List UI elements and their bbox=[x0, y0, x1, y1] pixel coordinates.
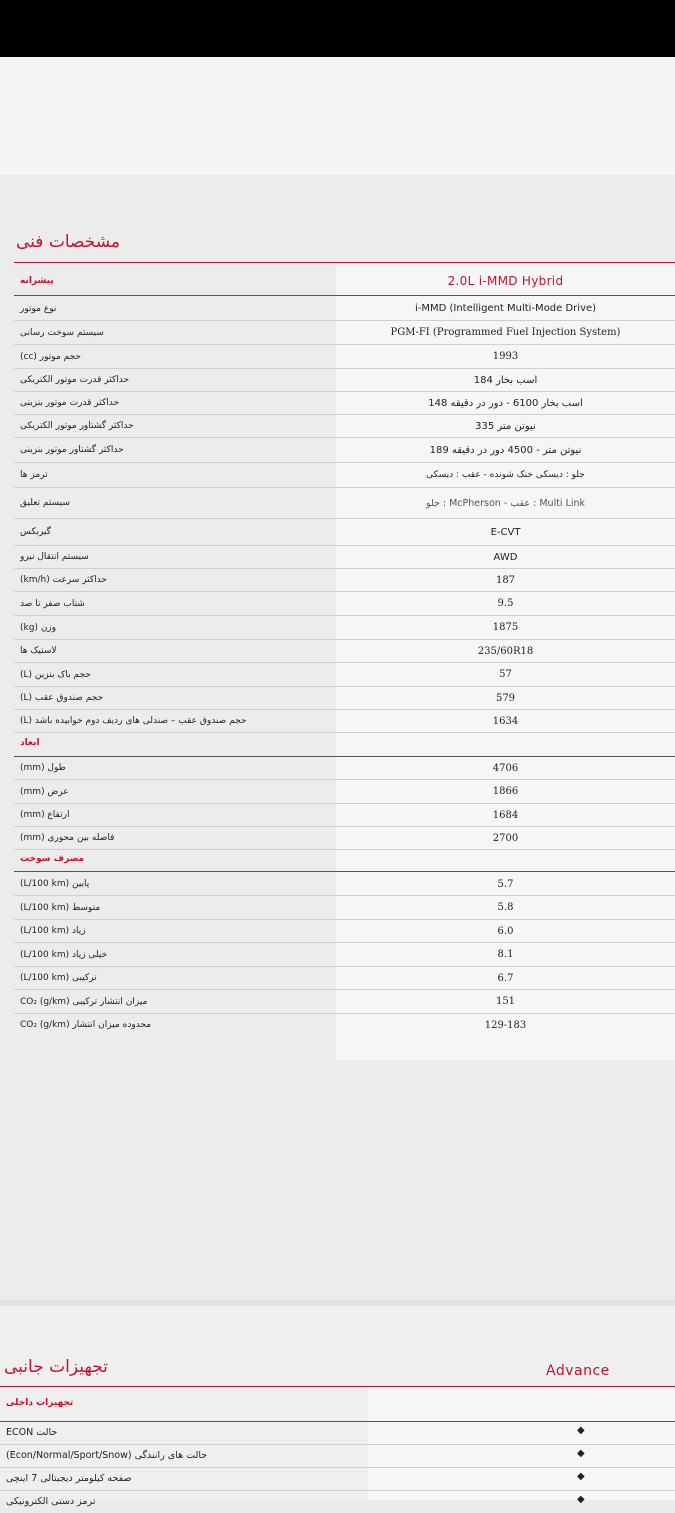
spec-row bbox=[14, 345, 675, 369]
spec-label: ارتفاع (mm) bbox=[20, 810, 70, 820]
spec-row bbox=[14, 438, 675, 463]
dimensions-group-header bbox=[14, 733, 675, 757]
spec-label: عرض (mm) bbox=[20, 786, 69, 797]
spec-row bbox=[14, 369, 675, 392]
spec-label: سیستم تعلیق bbox=[20, 498, 70, 508]
spec-value: 184 اسب بخار bbox=[473, 374, 538, 386]
spec-row bbox=[14, 415, 675, 438]
spec-label: طول (mm) bbox=[20, 763, 66, 773]
spec-label: پایین (L/100 km) bbox=[20, 879, 90, 889]
spec-value: 1684 bbox=[492, 809, 519, 821]
spec-value: PGM-FI (Programmed Fuel Injection System) bbox=[390, 327, 621, 338]
equipment-title: تجهیزات جانبی bbox=[4, 1357, 108, 1377]
title-underline bbox=[14, 262, 675, 263]
spec-value: جلو : McPherson - عقب : Multi Link bbox=[425, 497, 586, 509]
spec-row bbox=[14, 297, 675, 321]
spec-label: حداکثر گشتاور موتور بنزینی bbox=[20, 445, 124, 455]
engine-header-value: 2.0L i-MMD Hybrid bbox=[447, 274, 564, 288]
spec-value: 1993 bbox=[492, 351, 519, 362]
spec-row bbox=[14, 920, 675, 943]
spec-label: حداکثر گشتاور موتور الکتریکی bbox=[20, 421, 134, 431]
spec-value: 8.1 bbox=[497, 949, 514, 960]
spec-row bbox=[14, 569, 675, 592]
spec-value: 9.5 bbox=[497, 598, 514, 609]
spec-row bbox=[14, 804, 675, 827]
spec-label: نوع موتور bbox=[20, 303, 57, 314]
included-diamond-icon: ◆ bbox=[577, 1471, 585, 1482]
spec-label: حجم باک بنزین (L) bbox=[20, 669, 91, 680]
equipment-label: حالت های رانندگی (Econ/Normal/Sport/Snow) bbox=[6, 1450, 208, 1461]
spec-label: گیربکس bbox=[20, 527, 51, 537]
spec-row bbox=[14, 546, 675, 569]
spec-label: لاستیک ها bbox=[20, 646, 57, 656]
spec-row bbox=[14, 321, 675, 345]
equipment-label: ترمز دستی الکترونیکی bbox=[6, 1496, 96, 1507]
spec-row bbox=[14, 943, 675, 967]
spec-row bbox=[14, 640, 675, 663]
spec-value: 129-183 bbox=[484, 1019, 527, 1031]
spec-label: فاصله بین محوری (mm) bbox=[20, 833, 115, 843]
spec-value: 1634 bbox=[492, 715, 519, 727]
spec-value: 57 bbox=[499, 669, 512, 680]
spec-value: 189 نیوتن متر - 4500 دور در دقیقه bbox=[429, 444, 582, 456]
spec-label: شتاب صفر تا صد bbox=[20, 598, 85, 609]
spec-value: i-MMD (Intelligent Multi-Mode Drive) bbox=[414, 303, 597, 314]
spec-row bbox=[14, 592, 675, 616]
spec-value: 6.0 bbox=[497, 925, 514, 937]
specs-title: مشخصات فنی bbox=[16, 232, 121, 252]
spec-row bbox=[14, 616, 675, 640]
included-diamond-icon: ◆ bbox=[577, 1494, 585, 1505]
included-diamond-icon: ◆ bbox=[577, 1425, 585, 1436]
spec-value: 5.7 bbox=[497, 878, 514, 890]
spec-value: 1866 bbox=[492, 786, 519, 797]
spec-row bbox=[14, 990, 675, 1014]
spec-value: 579 bbox=[495, 692, 516, 704]
spec-row bbox=[14, 488, 675, 519]
equipment-label: صفحه کیلومتر دیجیتالی 7 اینچی bbox=[6, 1473, 132, 1484]
top-black-bar bbox=[0, 0, 675, 57]
spec-label: زیاد (L/100 km) bbox=[20, 926, 86, 936]
spec-label: خیلی زیاد (L/100 km) bbox=[20, 949, 108, 960]
spec-value: 1875 bbox=[492, 622, 519, 633]
interior-group-header bbox=[0, 1392, 675, 1422]
spec-label: حجم صندوق عقب – صندلی های ردیف دوم خوابیده باشد (L) bbox=[20, 716, 247, 726]
spec-label: ترمز ها bbox=[20, 470, 48, 480]
spec-label: حداکثر قدرت موتور بنزینی bbox=[20, 398, 120, 408]
spec-label: حجم صندوق عقب (L) bbox=[20, 693, 104, 703]
spec-row bbox=[14, 780, 675, 804]
spec-label: وزن (kg) bbox=[20, 622, 57, 633]
spec-label: محدوده میزان انتشار CO₂ (g/km) bbox=[20, 1020, 152, 1030]
spec-label: حجم موتور (cc) bbox=[20, 351, 81, 362]
fuel-label: مصرف سوخت bbox=[20, 854, 85, 864]
spec-value: 2700 bbox=[492, 832, 519, 844]
spec-row bbox=[14, 967, 675, 990]
spec-row bbox=[14, 873, 675, 896]
spec-row bbox=[14, 392, 675, 415]
spec-label: متوسط (L/100 km) bbox=[20, 902, 101, 913]
spec-label: سیستم انتقال نیرو bbox=[20, 552, 89, 562]
engine-header-label: پیشرانه bbox=[20, 276, 54, 286]
spec-value: 6.7 bbox=[497, 972, 514, 984]
spec-value: 151 bbox=[495, 996, 516, 1007]
spec-value: 5.8 bbox=[497, 902, 514, 913]
spec-value: AWD bbox=[493, 551, 518, 563]
trim-advance-label: Advance bbox=[546, 1363, 610, 1379]
equipment-row bbox=[0, 1422, 675, 1445]
spec-value: 187 bbox=[495, 574, 516, 586]
spec-label: حداکثر سرعت (km/h) bbox=[20, 575, 107, 585]
spec-value: 4706 bbox=[492, 762, 519, 774]
fuel-group-header bbox=[14, 850, 675, 872]
spec-row bbox=[14, 827, 675, 850]
engine-header-row bbox=[14, 267, 675, 296]
spec-row bbox=[14, 757, 675, 780]
spec-value: جلو : دیسکی خنک شونده - عقب : دیسکی bbox=[426, 470, 585, 480]
spec-row bbox=[14, 896, 675, 920]
spec-value: E-CVT bbox=[490, 526, 521, 538]
equipment-row bbox=[0, 1491, 675, 1513]
spec-row bbox=[14, 463, 675, 488]
included-diamond-icon: ◆ bbox=[577, 1448, 585, 1459]
spec-label: سیستم سوخت رسانی bbox=[20, 327, 104, 338]
equipment-row bbox=[0, 1445, 675, 1468]
equipment-row bbox=[0, 1468, 675, 1491]
dimensions-label: ابعاد bbox=[20, 738, 40, 748]
spec-value: 335 نیوتن متر bbox=[475, 420, 536, 432]
spec-row bbox=[14, 1014, 675, 1036]
spec-row bbox=[14, 687, 675, 710]
spec-value: 148 اسب بخار 6100 - دور در دقیقه bbox=[428, 397, 583, 409]
spec-row bbox=[14, 710, 675, 733]
spec-label: حداکثر قدرت موتور الکتریکی bbox=[20, 375, 130, 385]
spec-label: میزان انتشار ترکیبی CO₂ (g/km) bbox=[20, 996, 148, 1007]
equipment-title-underline bbox=[0, 1386, 675, 1387]
interior-group-label: تجهیزات داخلی bbox=[6, 1398, 74, 1408]
spec-row bbox=[14, 663, 675, 687]
hero-area bbox=[0, 57, 675, 175]
equipment-label: حالت ECON bbox=[6, 1427, 58, 1438]
spec-value: 235/60R18 bbox=[477, 645, 534, 657]
spec-label: ترکیبی (L/100 km) bbox=[20, 973, 97, 983]
spec-row bbox=[14, 519, 675, 546]
